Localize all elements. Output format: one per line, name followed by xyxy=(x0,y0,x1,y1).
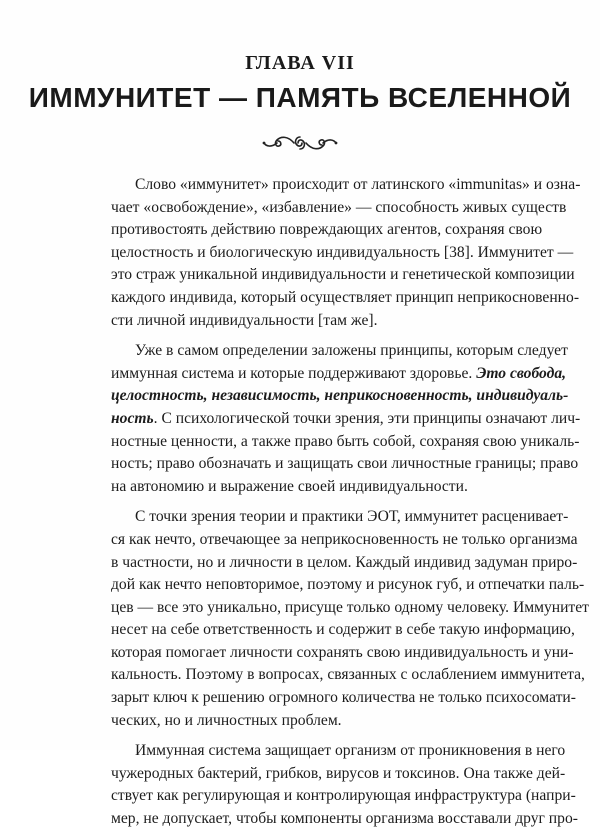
emphasis-text: Это свобода, xyxy=(476,364,567,382)
text-line: чужеродных бактерий, грибков, вирусов и токсинов. Она также дей- xyxy=(111,764,566,782)
chapter-label: ГЛАВА VII xyxy=(245,52,355,74)
text-line: С точки зрения теории и практики ЭОТ, иммунитет расценивает- xyxy=(135,508,569,526)
text-line: ностные ценности, а также право быть собой, сохраняя свою уникаль- xyxy=(111,432,580,450)
emphasis-text: ность xyxy=(111,409,154,427)
text-line: дой как нечто неповторимое, поэтому и рисунок губ, и отпечатки паль- xyxy=(111,576,585,594)
text-line: чает «освобождение», «избавление» — способность живых существ xyxy=(111,198,567,216)
text-line: сти личной индивидуальности [там же]. xyxy=(111,311,378,329)
text-line: противостоять действию повреждающих агентов, сохраняя свою xyxy=(111,221,543,239)
decorative-flourish-icon xyxy=(261,134,339,152)
text-line: ность; право обозначать и защищать свои личностные границы; право xyxy=(111,455,579,473)
paragraph-1 xyxy=(111,174,600,332)
text-line: Иммунная система защищает организм от проникновения в него xyxy=(135,742,566,760)
body-text xyxy=(111,174,600,839)
chapter-title: ИММУНИТЕТ — ПАМЯТЬ ВСЕЛЕННОЙ xyxy=(28,82,572,113)
text-line: в частности, но и личности в целом. Каждый индивид задуман приро- xyxy=(111,553,578,571)
text-line: зарыт ключ к решению огромного количества не только психосомати- xyxy=(111,689,576,707)
text-line: кальность. Поэтому в вопросах, связанных с ослаблением иммунитета, xyxy=(111,666,585,684)
text-line: несет на себе ответственность и содержит в себе такую информацию, xyxy=(111,621,575,639)
paragraph-3 xyxy=(111,506,600,732)
text-line xyxy=(111,363,600,386)
text-line xyxy=(111,408,600,431)
text-line: Уже в самом определении заложены принципы, которым следует xyxy=(135,342,568,360)
paragraph-2 xyxy=(111,340,600,498)
text-line: ся как нечто, отвечающее за неприкосновенность не только организма xyxy=(111,530,578,548)
text-line: мер, не допускает, чтобы компоненты организма восставали друг про- xyxy=(111,810,578,828)
text-line: целостность и биологическую индивидуальность [38]. Иммунитет — xyxy=(111,243,574,261)
emphasis-text: целостность, независимость, неприкосновенность, индивидуаль- xyxy=(111,387,569,405)
text-line: это страж уникальной индивидуальности и генетической композиции xyxy=(111,266,575,284)
text-line: ческих, но и личностных проблем. xyxy=(111,711,342,729)
text-line: которая помогает личности сохранять свою индивидуальность и уни- xyxy=(111,643,574,661)
text-line: каждого индивида, который осуществляет принцип неприкосновенно- xyxy=(111,288,580,306)
text-line: Слово «иммунитет» происходит от латинского «immunitas» и озна- xyxy=(135,176,581,193)
text-segment: . С психологической точки зрения, эти принципы означают лич- xyxy=(153,409,581,427)
text-line: цев — все это уникально, присуще только одному человеку. Иммунитет xyxy=(111,598,589,616)
paragraph-4 xyxy=(111,740,600,830)
text-line: ствует как регулирующая и контролирующая инфраструктура (напри- xyxy=(111,787,576,805)
text-segment: иммунная система и которые поддерживают здоровье. xyxy=(111,364,473,382)
text-line: на автономию и выражение своей индивидуальности. xyxy=(111,477,468,495)
